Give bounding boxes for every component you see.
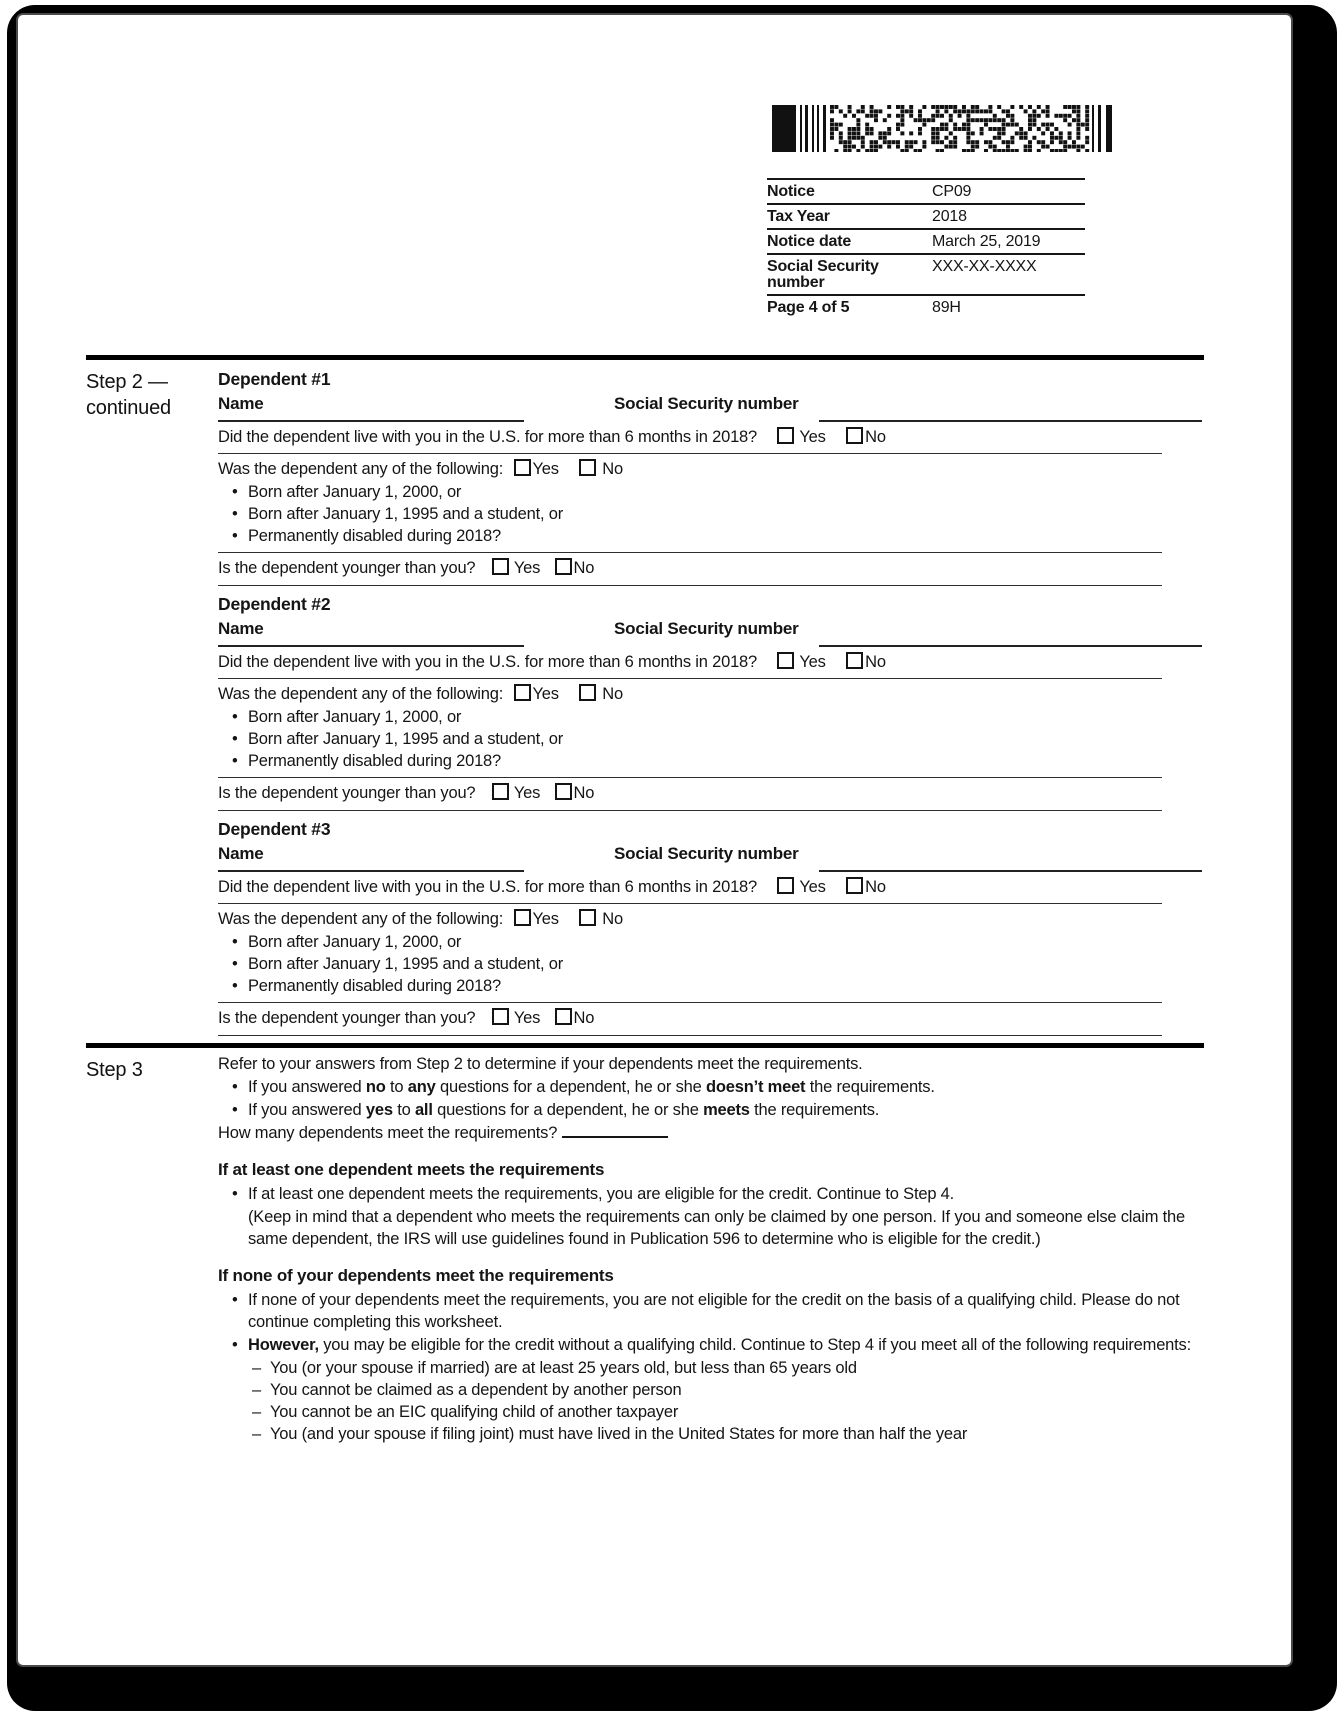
yes-label: Yes [799, 653, 826, 671]
how-many-answer-line[interactable] [562, 1123, 668, 1138]
notice-info-row [767, 178, 1085, 203]
dep2-younger-yes-checkbox[interactable] [492, 783, 509, 800]
dep1-live-yes-checkbox[interactable] [777, 427, 794, 444]
notice-page [16, 13, 1293, 1667]
step3-bullet-yes: • If you answered yes to all questions for a dependent, he or she meets the requirements. [218, 1099, 1204, 1121]
dep1-following-yes-checkbox[interactable] [514, 459, 531, 476]
no-label: No [602, 460, 623, 478]
dep2-live-no-checkbox[interactable] [846, 652, 863, 669]
step2-label-line1: Step 2 — [86, 371, 168, 393]
dep2-following-no-checkbox[interactable] [579, 684, 596, 701]
yes-label: Yes [513, 784, 541, 802]
no-label: No [865, 878, 886, 896]
yes-label: Yes [532, 685, 559, 703]
no-label: No [865, 653, 886, 671]
dep3-younger-question-row [218, 1003, 1162, 1036]
notice-value: CP09 [932, 183, 972, 200]
list-item: • Permanently disabled during 2018? [218, 975, 1162, 997]
requirement-item: – You cannot be claimed as a dependent by another person [218, 1379, 1204, 1401]
following-question-text: Was the dependent any of the following: [218, 910, 504, 928]
ssn-field-label: Social Security number [614, 844, 799, 863]
dep2-live-question-row [218, 648, 1162, 679]
2d-barcode [772, 105, 1114, 152]
ssn-label: Social Security number [767, 258, 879, 291]
step2-label-line2: continued [86, 397, 171, 419]
step3-intro: Refer to your answers from Step 2 to determine if your dependents meet the requirements. [218, 1055, 863, 1073]
dep1-younger-question-row [218, 553, 1162, 586]
list-item: • Born after January 1, 2000, or [218, 481, 1162, 503]
how-many-question [218, 1122, 1204, 1144]
notice-label: Notice [767, 183, 815, 200]
step3-content [218, 1048, 1204, 1445]
dep1-following-question-row [218, 454, 1204, 480]
step3-section [86, 1048, 1204, 1445]
younger-question-text: Is the dependent younger than you? [218, 559, 476, 577]
ssn-field-label: Social Security number [614, 619, 799, 638]
ssn-value: XXX-XX-XXXX [932, 258, 1037, 275]
no-label: No [865, 428, 886, 446]
step3-bullet-no: • If you answered no to any questions for a dependent, he or she doesn’t meet the requirements. [218, 1076, 1204, 1098]
notice-info-row [767, 228, 1085, 253]
no-label: No [602, 685, 623, 703]
no-label: No [573, 559, 595, 577]
dep3-name-line[interactable] [218, 870, 524, 872]
dep1-following-no-checkbox[interactable] [579, 459, 596, 476]
requirement-item: – You (or your spouse if married) are at least 25 years old, but less than 65 years old [218, 1357, 1204, 1379]
dependent-block-1 [218, 368, 1204, 586]
list-item: • Born after January 1, 1995 and a student, or [218, 728, 1162, 750]
dep1-name-line[interactable] [218, 420, 524, 422]
dep3-younger-yes-checkbox[interactable] [492, 1008, 509, 1025]
tax-year-value: 2018 [932, 208, 967, 225]
requirement-item: – You (and your spouse if filing joint) must have lived in the United States for more than half the year [218, 1423, 1204, 1445]
live-question-text: Did the dependent live with you in the U.S. for more than 6 months in 2018? [218, 428, 757, 446]
list-item: • Born after January 1, 2000, or [218, 706, 1162, 728]
dep1-live-no-checkbox[interactable] [846, 427, 863, 444]
dependent-1-name-row [218, 390, 1204, 422]
dep1-younger-yes-checkbox[interactable] [492, 558, 509, 575]
yes-label: Yes [513, 559, 541, 577]
notice-info-row [767, 253, 1085, 294]
dep1-live-question-row [218, 423, 1162, 454]
dep2-live-yes-checkbox[interactable] [777, 652, 794, 669]
dep1-younger-no-checkbox[interactable] [555, 558, 572, 575]
dep1-following-list [218, 480, 1162, 553]
live-question-text: Did the dependent live with you in the U.S. for more than 6 months in 2018? [218, 878, 757, 896]
list-item: • Permanently disabled during 2018? [218, 525, 1162, 547]
notice-date-label: Notice date [767, 233, 852, 250]
dep2-following-list [218, 705, 1162, 778]
dep3-following-list [218, 930, 1162, 1003]
dep1-ssn-line[interactable] [819, 420, 1202, 422]
yes-label: Yes [532, 460, 559, 478]
none-meet-heading: If none of your dependents meet the requirements [218, 1266, 614, 1285]
step2-label [86, 360, 218, 1043]
tax-year-label: Tax Year [767, 208, 830, 225]
page-number-label: Page 4 of 5 [767, 299, 850, 316]
requirement-item: – You cannot be an EIC qualifying child of another taxpayer [218, 1401, 1204, 1423]
dependent-block-2 [218, 593, 1204, 811]
dep3-ssn-line[interactable] [819, 870, 1202, 872]
dep2-following-question-row [218, 679, 1204, 705]
dep3-following-no-checkbox[interactable] [579, 909, 596, 926]
dep2-following-yes-checkbox[interactable] [514, 684, 531, 701]
dep3-younger-no-checkbox[interactable] [555, 1008, 572, 1025]
following-question-text: Was the dependent any of the following: [218, 460, 504, 478]
yes-label: Yes [799, 878, 826, 896]
dep3-following-yes-checkbox[interactable] [514, 909, 531, 926]
notice-date-value: March 25, 2019 [932, 233, 1041, 250]
dependent-3-title: Dependent #3 [218, 819, 331, 839]
how-many-text: How many dependents meet the requirements? [218, 1124, 558, 1142]
dependent-block-3 [218, 818, 1204, 1036]
list-item: • Born after January 1, 1995 and a student, or [218, 503, 1162, 525]
name-label: Name [218, 844, 264, 863]
dependent-2-title: Dependent #2 [218, 594, 331, 614]
dep2-ssn-line[interactable] [819, 645, 1202, 647]
page-code-value: 89H [932, 299, 961, 316]
at-least-one-heading: If at least one dependent meets the requirements [218, 1160, 605, 1179]
worksheet [86, 355, 1204, 1445]
notice-info-table [767, 178, 1085, 319]
dep2-name-line[interactable] [218, 645, 524, 647]
live-question-text: Did the dependent live with you in the U.S. for more than 6 months in 2018? [218, 653, 757, 671]
dep3-live-yes-checkbox[interactable] [777, 877, 794, 894]
dep2-younger-no-checkbox[interactable] [555, 783, 572, 800]
dependent-1-title: Dependent #1 [218, 369, 331, 389]
dep3-live-no-checkbox[interactable] [846, 877, 863, 894]
no-label: No [573, 784, 595, 802]
step2-section [86, 360, 1204, 1043]
none-meet-bullet-1: • If none of your dependents meet the requirements, you are not eligible for the credit on the basis of a qualifying child. Please do not continue completing this worksheet. [218, 1289, 1204, 1333]
yes-label: Yes [799, 428, 826, 446]
step3-label: Step 3 [86, 1059, 143, 1081]
at-least-one-bullet: • If at least one dependent meets the requirements, you are eligible for the credit. Continue to Step 4. [218, 1183, 1204, 1205]
following-question-text: Was the dependent any of the following: [218, 685, 504, 703]
dependent-2-name-row [218, 615, 1204, 647]
ssn-field-label: Social Security number [614, 394, 799, 413]
dep3-live-question-row [218, 873, 1162, 904]
dep2-younger-question-row [218, 778, 1162, 811]
at-least-one-note: (Keep in mind that a dependent who meets the requirements can only be claimed by one person. If you and someone else claim the same dependent, the IRS will use guidelines found in Publication 596 to determine who is eligible for the credit.) [248, 1208, 1185, 1248]
none-meet-bullet-2: • However, you may be eligible for the credit without a qualifying child. Continue to Step 4 if you meet all of the following requirements: [218, 1334, 1204, 1356]
yes-label: Yes [532, 910, 559, 928]
younger-question-text: Is the dependent younger than you? [218, 784, 476, 802]
name-label: Name [218, 394, 264, 413]
notice-info-row [767, 294, 1085, 319]
no-label: No [573, 1009, 595, 1027]
dep3-following-question-row [218, 904, 1204, 930]
notice-info-row [767, 203, 1085, 228]
list-item: • Born after January 1, 1995 and a student, or [218, 953, 1162, 975]
name-label: Name [218, 619, 264, 638]
no-label: No [602, 910, 623, 928]
list-item: • Permanently disabled during 2018? [218, 750, 1162, 772]
step2-content [218, 360, 1204, 1043]
yes-label: Yes [513, 1009, 541, 1027]
list-item: • Born after January 1, 2000, or [218, 931, 1162, 953]
younger-question-text: Is the dependent younger than you? [218, 1009, 476, 1027]
dependent-3-name-row [218, 840, 1204, 872]
